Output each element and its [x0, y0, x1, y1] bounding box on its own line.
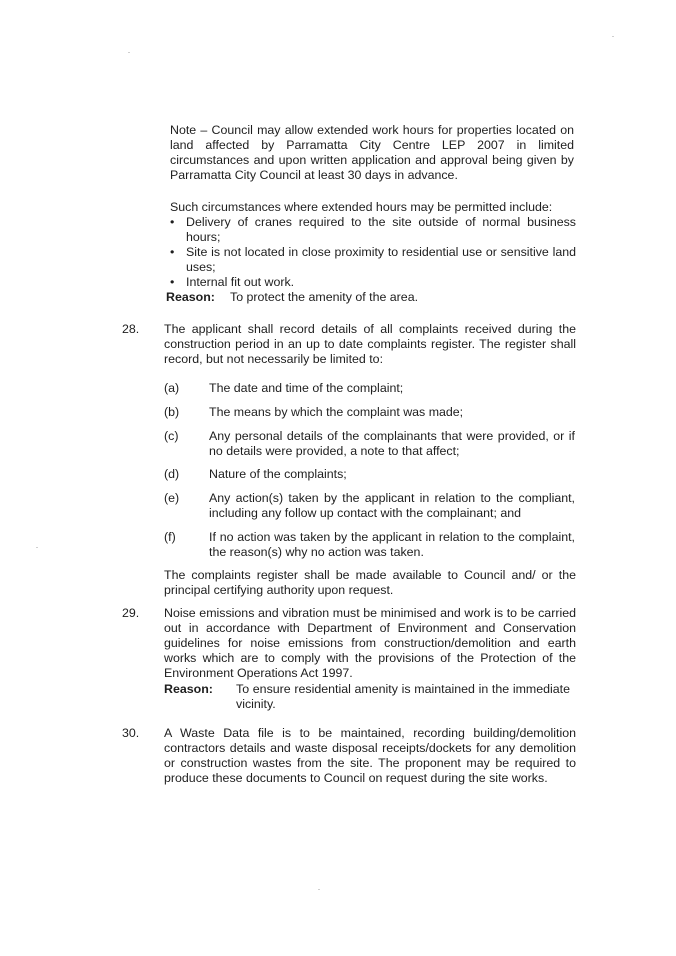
condition-28-text: The applicant shall record details of all complaints received during the construction period in an up to date complaints register. The register shall record, but not necessarily be limited to:: [164, 322, 576, 366]
list-item-text: Site is not located in close proximity to residential use or sensitive land uses;: [186, 245, 576, 274]
reason-text: To protect the amenity of the area.: [230, 290, 419, 304]
item-label: (a): [164, 381, 180, 395]
list-item-text: Internal fit out work.: [186, 275, 295, 289]
item-text: The date and time of the complaint;: [209, 381, 404, 395]
scan-speck: [612, 36, 614, 37]
reason-text: To ensure residential amenity is maintained in the immediate vicinity.: [236, 682, 570, 711]
list-item-text: Delivery of cranes required to the site outside of normal business hours;: [186, 215, 576, 244]
list-item: [170, 215, 576, 245]
item-label: (b): [164, 405, 180, 419]
item-label: (c): [164, 429, 179, 443]
amenity-reason: [166, 290, 576, 305]
scan-speck: [128, 52, 130, 53]
circumstances-list: [170, 215, 576, 290]
condition-30-text: A Waste Data file is to be maintained, recording building/demolition contractors details and waste disposal receipts/dockets for any demolition or construction wastes from the site. The proponent may be required to produce these documents to Council on request during the site works.: [164, 726, 576, 785]
bullet-icon: •: [170, 275, 175, 289]
note-paragraph: Note – Council may allow extended work hours for properties located on land affected by Parramatta City Centre LEP 2007 in limited circumstances and upon written application and approval being given by Parramatta City Council at least 30 days in advance.: [170, 123, 574, 182]
condition-number: 30.: [122, 726, 140, 740]
item-label: (d): [164, 467, 180, 481]
list-item: [170, 275, 576, 290]
item-text: Any action(s) taken by the applicant in relation to the compliant, including any follow up contact with the complainant; and: [209, 491, 575, 520]
condition-28-closing: The complaints register shall be made available to Council and/ or the principal certifying authority upon request.: [164, 568, 576, 597]
bullet-icon: •: [170, 215, 175, 229]
list-item: [170, 245, 576, 275]
bullet-icon: •: [170, 245, 175, 259]
circumstances-intro: Such circumstances where extended hours may be permitted include:: [170, 200, 553, 214]
reason-label: Reason:: [166, 290, 215, 304]
item-text: Nature of the complaints;: [209, 467, 347, 481]
scan-speck: [36, 547, 38, 548]
item-text: If no action was taken by the applicant in relation to the complaint, the reason(s) why no action was taken.: [209, 530, 575, 559]
condition-number: 29.: [122, 606, 140, 620]
reason-label: Reason:: [164, 682, 213, 696]
item-text: Any personal details of the complainants that were provided, or if no details were provided, a note to that affect;: [209, 429, 575, 458]
condition-29-text: Noise emissions and vibration must be minimised and work is to be carried out in accordance with Department of Environment and Conservation guidelines for noise emissions from construction/demolition and earth works which are to comply with the provisions of the Protection of the Environment Operations Act 1997.: [164, 606, 576, 680]
item-label: (e): [164, 491, 180, 505]
item-text: The means by which the complaint was made;: [209, 405, 464, 419]
condition-number: 28.: [122, 322, 140, 336]
noise-reason: [164, 682, 576, 712]
item-label: (f): [164, 530, 176, 544]
scan-speck: [318, 889, 320, 890]
